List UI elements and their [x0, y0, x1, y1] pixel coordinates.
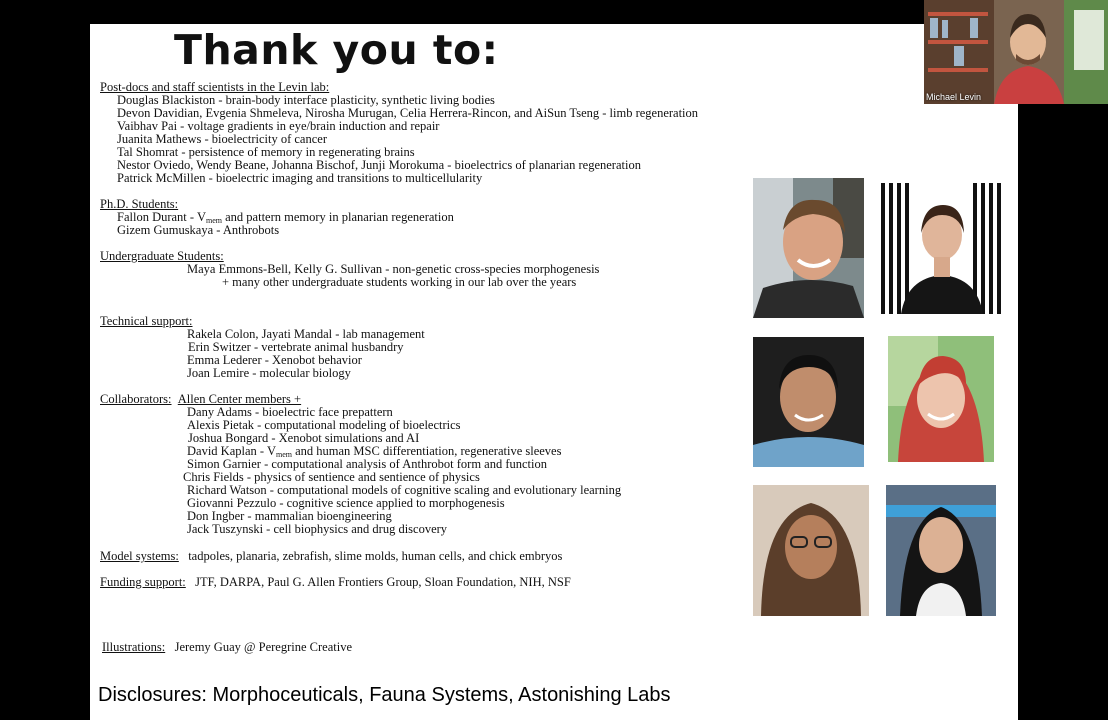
technical-line: Joan Lemire - molecular biology — [187, 366, 351, 380]
collaborator-line: Simon Garnier - computational analysis of Anthrobot form and function — [187, 457, 547, 471]
slide-title: Thank you to: — [174, 26, 499, 74]
collaborator-line: Chris Fields - physics of sentience and sentience of physics — [183, 470, 480, 484]
team-photo-4 — [888, 336, 994, 462]
team-photo-3 — [753, 337, 864, 467]
postdoc-line: Tal Shomrat - persistence of memory in regenerating brains — [117, 145, 415, 159]
postdoc-line: Nestor Oviedo, Wendy Beane, Johanna Bischof, Junji Morokuma - bioelectrics of planarian regeneration — [117, 158, 641, 172]
postdocs-heading: Post-docs and staff scientists in the Levin lab: — [100, 80, 330, 94]
undergrad-line: + many other undergraduate students working in our lab over the years — [222, 275, 577, 289]
collaborator-line: Richard Watson - computational models of cognitive scaling and evolutionary learning — [187, 483, 622, 497]
collaborator-line: Dany Adams - bioelectric face prepattern — [187, 405, 393, 419]
phd-heading: Ph.D. Students: — [100, 197, 179, 211]
team-photo-2 — [879, 183, 1005, 314]
undergrad-heading: Undergraduate Students: — [100, 249, 224, 263]
team-photo-1 — [753, 178, 864, 318]
postdoc-line: Juanita Mathews - bioelectricity of cancer — [117, 132, 327, 146]
technical-line: Rakela Colon, Jayati Mandal - lab management — [187, 327, 425, 341]
postdoc-line: Douglas Blackiston - brain-body interface plasticity, synthetic living bodies — [117, 93, 495, 107]
collaborator-line: Giovanni Pezzulo - cognitive science applied to morphogenesis — [187, 496, 505, 510]
webcam-participant-name: Michael Levin — [926, 92, 982, 102]
postdoc-line: Vaibhav Pai - voltage gradients in eye/brain induction and repair — [117, 119, 440, 133]
technical-line: Emma Lederer - Xenobot behavior — [187, 353, 362, 367]
team-photo-5 — [753, 485, 869, 616]
collaborator-line-kaplan: David Kaplan - $V_{mem}$ and human MSC differentiation, regenerative sleeves — [187, 444, 562, 459]
disclosures: Disclosures: Morphoceuticals, Fauna Systems, Astonishing Labs — [98, 684, 671, 706]
phd-line-gumuskaya: Gizem Gumuskaya - Anthrobots — [117, 223, 280, 237]
collaborator-line: Joshua Bongard - Xenobot simulations and AI — [188, 431, 420, 445]
webcam-video-tile[interactable] — [924, 0, 1108, 104]
postdoc-line: Devon Davidian, Evgenia Shmeleva, Nirosha Murugan, Celia Herrera-Rincon, and AiSun Tseng - limb regeneration — [117, 106, 699, 120]
technical-line: Erin Switzer - vertebrate animal husbandry — [188, 340, 404, 354]
technical-heading: Technical support: — [100, 314, 193, 328]
phd-line-durant: Fallon Durant - $V_{mem}$ and pattern memory in planarian regeneration — [117, 210, 454, 225]
funding-row: Funding support: JTF, DARPA, Paul G. Allen Frontiers Group, Sloan Foundation, NIH, NSF — [100, 575, 571, 589]
postdoc-line: Patrick McMillen - bioelectric imaging and transitions to multicellularity — [117, 171, 483, 185]
webcam-feed — [924, 0, 1108, 104]
illustrations-row: Illustrations: Jeremy Guay @ Peregrine Creative — [102, 640, 352, 654]
collaborators-heading-row: Collaborators: Allen Center members + — [100, 392, 302, 406]
collaborator-line: Alexis Pietak - computational modeling of bioelectrics — [187, 418, 461, 432]
collaborator-line: Jack Tuszynski - cell biophysics and drug discovery — [187, 522, 448, 536]
collaborator-line: Don Ingber - mammalian bioengineering — [187, 509, 392, 523]
undergrad-line: Maya Emmons-Bell, Kelly G. Sullivan - non-genetic cross-species morphogenesis — [187, 262, 600, 276]
slide — [90, 24, 1018, 720]
team-photo-6 — [886, 485, 996, 616]
model-systems-row: Model systems: tadpoles, planaria, zebrafish, slime molds, human cells, and chick embryos — [100, 549, 563, 563]
